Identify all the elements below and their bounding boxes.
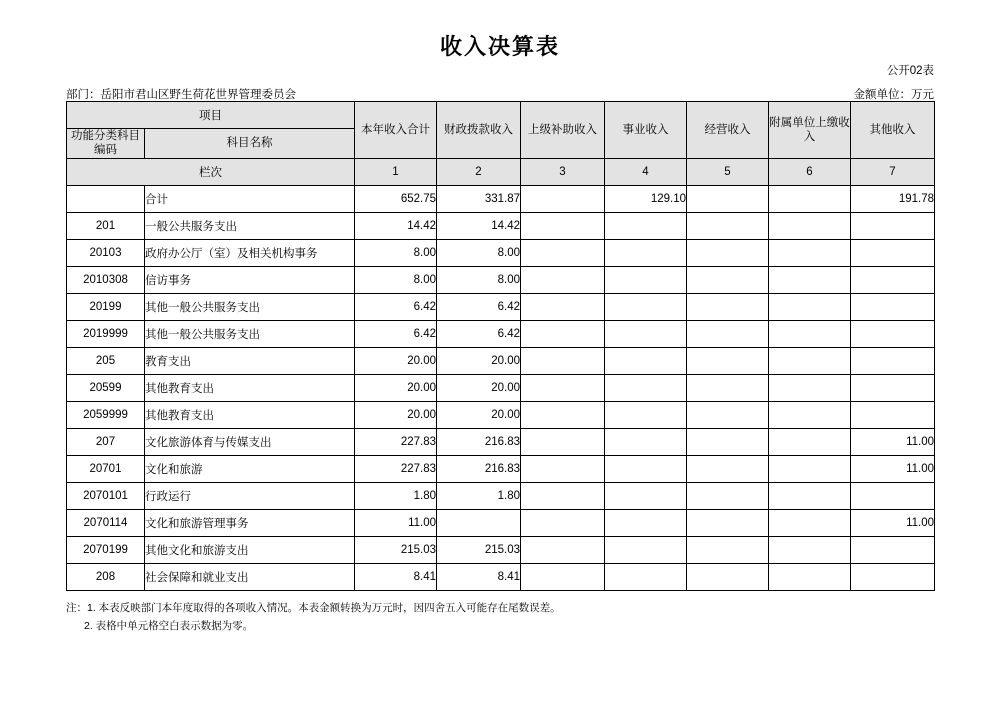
cell-operating-service-income (605, 536, 687, 563)
cell-business-income (687, 455, 769, 482)
budget-table-wrapper (66, 101, 934, 591)
cell-subordinate-payment (769, 536, 851, 563)
cell-other-income (851, 536, 935, 563)
cell-subordinate-payment (769, 239, 851, 266)
cell-other-income (851, 374, 935, 401)
cell-other-income: 191.78 (851, 185, 935, 212)
cell-fiscal-appropriation: 6.42 (437, 293, 521, 320)
table-row (67, 239, 935, 266)
cell-business-income (687, 185, 769, 212)
cell-other-income (851, 563, 935, 590)
cell-function-code: 2019999 (67, 320, 145, 347)
page-title: 收入决算表 (439, 34, 560, 60)
cell-superior-subsidy (521, 212, 605, 239)
cell-subject-name: 其他教育支出 (145, 401, 355, 428)
colnum-1: 1 (355, 158, 437, 185)
colnum-7: 7 (851, 158, 935, 185)
header-subordinate-payment: 附属单位上缴收入 (769, 102, 851, 159)
cell-function-code: 20599 (67, 374, 145, 401)
cell-other-income (851, 239, 935, 266)
cell-operating-service-income (605, 482, 687, 509)
cell-fiscal-appropriation: 14.42 (437, 212, 521, 239)
cell-total-income: 20.00 (355, 347, 437, 374)
cell-subordinate-payment (769, 509, 851, 536)
cell-business-income (687, 212, 769, 239)
form-number: 公开02表 (886, 65, 934, 77)
cell-operating-service-income (605, 320, 687, 347)
table-row (67, 266, 935, 293)
cell-subordinate-payment (769, 293, 851, 320)
cell-function-code: 2059999 (67, 401, 145, 428)
cell-subject-name: 政府办公厅（室）及相关机构事务 (145, 239, 355, 266)
colnum-5: 5 (687, 158, 769, 185)
cell-other-income (851, 401, 935, 428)
cell-business-income (687, 347, 769, 374)
cell-business-income (687, 293, 769, 320)
table-row (67, 185, 935, 212)
cell-subject-name: 其他教育支出 (145, 374, 355, 401)
cell-superior-subsidy (521, 509, 605, 536)
cell-total-income: 227.83 (355, 428, 437, 455)
cell-subject-name: 其他一般公共服务支出 (145, 293, 355, 320)
cell-superior-subsidy (521, 266, 605, 293)
cell-fiscal-appropriation: 1.80 (437, 482, 521, 509)
cell-other-income (851, 482, 935, 509)
cell-operating-service-income (605, 455, 687, 482)
note-1: 注：1. 本表反映部门本年度取得的各项收入情况。本表金额转换为万元时，因四舍五入可能存在尾数误差。 (66, 602, 561, 614)
cell-subject-name: 信访事务 (145, 266, 355, 293)
table-row (67, 482, 935, 509)
cell-fiscal-appropriation: 6.42 (437, 320, 521, 347)
cell-function-code: 2070199 (67, 536, 145, 563)
cell-operating-service-income (605, 509, 687, 536)
table-row (67, 428, 935, 455)
cell-fiscal-appropriation: 8.00 (437, 239, 521, 266)
table-row (67, 320, 935, 347)
cell-function-code: 205 (67, 347, 145, 374)
cell-subordinate-payment (769, 347, 851, 374)
table-body (67, 185, 935, 590)
cell-subject-name: 文化旅游体育与传媒支出 (145, 428, 355, 455)
table-row (67, 563, 935, 590)
cell-superior-subsidy (521, 374, 605, 401)
cell-business-income (687, 374, 769, 401)
cell-operating-service-income (605, 374, 687, 401)
cell-total-income: 6.42 (355, 293, 437, 320)
cell-superior-subsidy (521, 482, 605, 509)
cell-fiscal-appropriation: 20.00 (437, 401, 521, 428)
cell-superior-subsidy (521, 320, 605, 347)
colnum-2: 2 (437, 158, 521, 185)
cell-other-income (851, 347, 935, 374)
table-row (67, 455, 935, 482)
cell-total-income: 6.42 (355, 320, 437, 347)
cell-total-income: 8.00 (355, 239, 437, 266)
cell-superior-subsidy (521, 347, 605, 374)
colnum-4: 4 (605, 158, 687, 185)
header-business-income: 经营收入 (687, 102, 769, 159)
cell-function-code: 207 (67, 428, 145, 455)
cell-total-income: 11.00 (355, 509, 437, 536)
cell-business-income (687, 239, 769, 266)
cell-fiscal-appropriation: 215.03 (437, 536, 521, 563)
cell-total-income: 20.00 (355, 374, 437, 401)
cell-fiscal-appropriation: 216.83 (437, 428, 521, 455)
header-row-group (67, 102, 935, 129)
cell-total-income: 652.75 (355, 185, 437, 212)
cell-function-code: 20199 (67, 293, 145, 320)
header-fiscal-appropriation: 财政拨款收入 (437, 102, 521, 159)
colnum-3: 3 (521, 158, 605, 185)
cell-subordinate-payment (769, 266, 851, 293)
header-operating-service-income: 事业收入 (605, 102, 687, 159)
cell-operating-service-income (605, 563, 687, 590)
cell-operating-service-income: 129.10 (605, 185, 687, 212)
cell-fiscal-appropriation (437, 509, 521, 536)
cell-fiscal-appropriation: 8.41 (437, 563, 521, 590)
cell-operating-service-income (605, 401, 687, 428)
cell-business-income (687, 266, 769, 293)
table-head (67, 102, 935, 186)
cell-total-income: 227.83 (355, 455, 437, 482)
table-row (67, 374, 935, 401)
cell-business-income (687, 563, 769, 590)
header-function-code: 功能分类科目编码 (67, 129, 145, 159)
cell-total-income: 14.42 (355, 212, 437, 239)
cell-total-income: 20.00 (355, 401, 437, 428)
unit-label: 金额单位：万元 (853, 89, 934, 101)
cell-superior-subsidy (521, 455, 605, 482)
department-label: 部门：岳阳市君山区野生荷花世界管理委员会 (66, 89, 296, 101)
header-group-item: 项目 (67, 102, 355, 129)
header-subject-name: 科目名称 (145, 129, 355, 159)
cell-other-income (851, 293, 935, 320)
cell-subject-name: 其他一般公共服务支出 (145, 320, 355, 347)
cell-other-income (851, 212, 935, 239)
cell-operating-service-income (605, 347, 687, 374)
table-row (67, 212, 935, 239)
cell-superior-subsidy (521, 293, 605, 320)
cell-subject-name: 社会保障和就业支出 (145, 563, 355, 590)
cell-business-income (687, 401, 769, 428)
cell-total-income: 8.00 (355, 266, 437, 293)
cell-business-income (687, 509, 769, 536)
table-row (67, 293, 935, 320)
cell-subordinate-payment (769, 563, 851, 590)
cell-subordinate-payment (769, 455, 851, 482)
cell-fiscal-appropriation: 8.00 (437, 266, 521, 293)
cell-function-code: 20701 (67, 455, 145, 482)
cell-total-income: 8.41 (355, 563, 437, 590)
cell-function-code: 208 (67, 563, 145, 590)
cell-subject-name: 教育支出 (145, 347, 355, 374)
cell-subordinate-payment (769, 482, 851, 509)
cell-subordinate-payment (769, 401, 851, 428)
cell-subordinate-payment (769, 428, 851, 455)
cell-function-code: 2070101 (67, 482, 145, 509)
header-column-label: 栏次 (67, 158, 355, 185)
cell-fiscal-appropriation: 216.83 (437, 455, 521, 482)
cell-operating-service-income (605, 212, 687, 239)
cell-superior-subsidy (521, 401, 605, 428)
cell-operating-service-income (605, 239, 687, 266)
cell-function-code: 2070114 (67, 509, 145, 536)
cell-function-code: 2010308 (67, 266, 145, 293)
cell-function-code (67, 185, 145, 212)
cell-business-income (687, 320, 769, 347)
income-final-accounts-table (66, 101, 935, 591)
cell-subordinate-payment (769, 374, 851, 401)
table-row (67, 401, 935, 428)
table-row (67, 509, 935, 536)
cell-operating-service-income (605, 293, 687, 320)
header-total-income: 本年收入合计 (355, 102, 437, 159)
cell-superior-subsidy (521, 536, 605, 563)
cell-total-income: 1.80 (355, 482, 437, 509)
cell-subordinate-payment (769, 185, 851, 212)
cell-subject-name: 一般公共服务支出 (145, 212, 355, 239)
cell-superior-subsidy (521, 239, 605, 266)
header-row-colnumbers (67, 158, 935, 185)
cell-fiscal-appropriation: 20.00 (437, 347, 521, 374)
cell-subject-name: 合计 (145, 185, 355, 212)
cell-subject-name: 文化和旅游管理事务 (145, 509, 355, 536)
cell-business-income (687, 482, 769, 509)
cell-other-income: 11.00 (851, 428, 935, 455)
cell-business-income (687, 428, 769, 455)
cell-superior-subsidy (521, 428, 605, 455)
cell-subject-name: 行政运行 (145, 482, 355, 509)
cell-total-income: 215.03 (355, 536, 437, 563)
cell-function-code: 20103 (67, 239, 145, 266)
header-superior-subsidy: 上级补助收入 (521, 102, 605, 159)
table-row (67, 347, 935, 374)
cell-other-income (851, 320, 935, 347)
cell-other-income: 11.00 (851, 455, 935, 482)
cell-subordinate-payment (769, 212, 851, 239)
cell-superior-subsidy (521, 563, 605, 590)
cell-fiscal-appropriation: 331.87 (437, 185, 521, 212)
cell-operating-service-income (605, 266, 687, 293)
header-other-income: 其他收入 (851, 102, 935, 159)
cell-fiscal-appropriation: 20.00 (437, 374, 521, 401)
cell-other-income (851, 266, 935, 293)
cell-other-income: 11.00 (851, 509, 935, 536)
cell-function-code: 201 (67, 212, 145, 239)
cell-superior-subsidy (521, 185, 605, 212)
cell-subordinate-payment (769, 320, 851, 347)
meta-row (66, 86, 934, 102)
table-row (67, 536, 935, 563)
cell-subject-name: 文化和旅游 (145, 455, 355, 482)
note-2: 2. 表格中单元格空白表示数据为零。 (84, 619, 254, 632)
colnum-6: 6 (769, 158, 851, 185)
table-notes (66, 600, 561, 636)
cell-operating-service-income (605, 428, 687, 455)
cell-subject-name: 其他文化和旅游支出 (145, 536, 355, 563)
cell-business-income (687, 536, 769, 563)
